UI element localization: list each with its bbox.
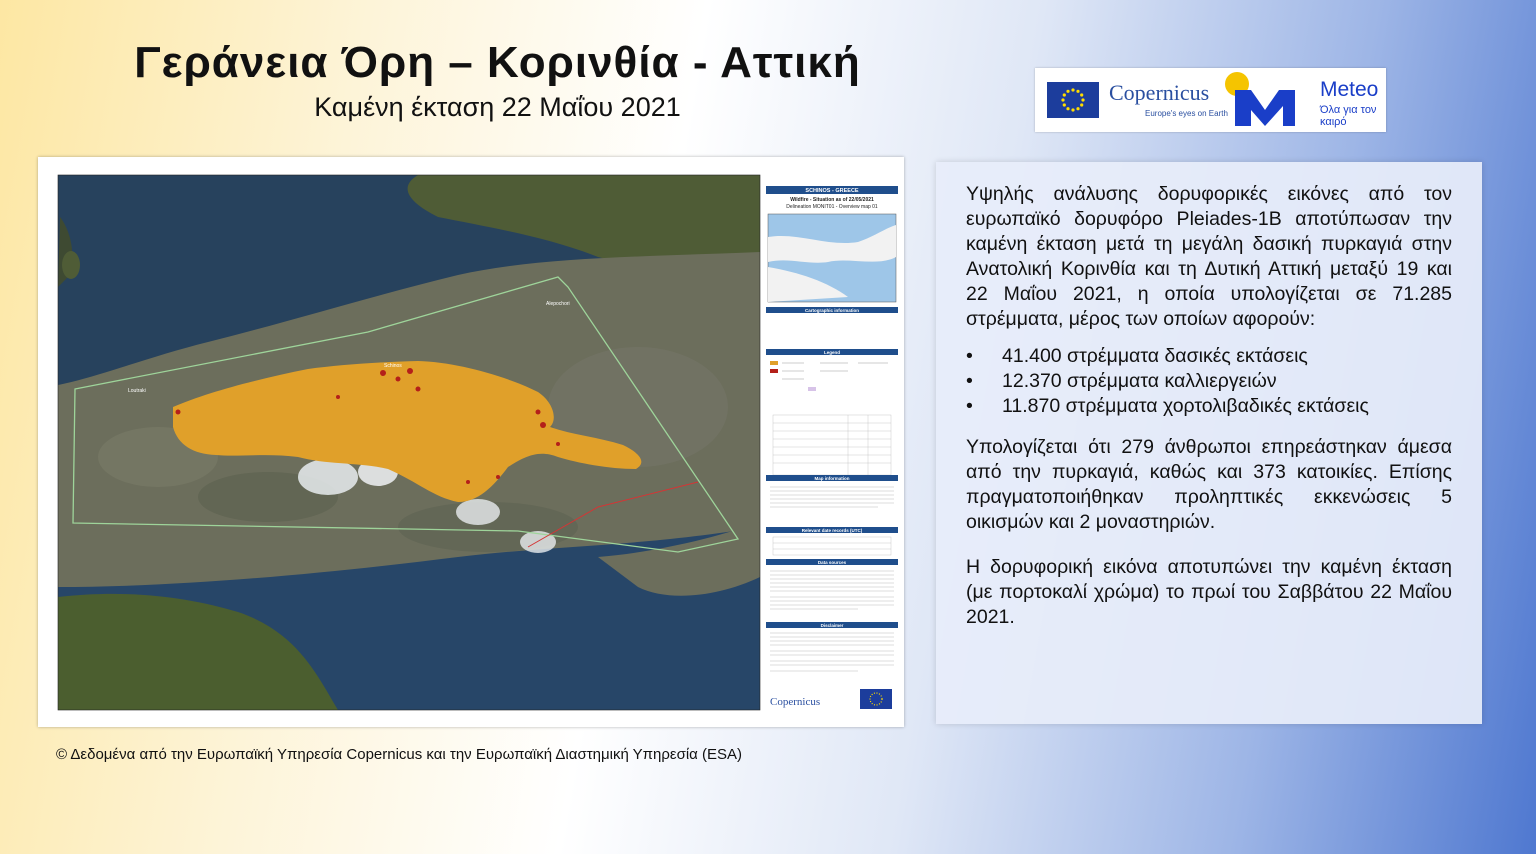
page-subtitle: Καμένη έκταση 22 Μαΐου 2021 — [314, 92, 681, 122]
satellite-map — [38, 157, 904, 727]
info-panel — [936, 162, 1482, 724]
panel-disclaimer: Disclaimer — [820, 623, 844, 628]
panel-legend: Legend — [823, 350, 841, 355]
copernicus-tagline: Europe's eyes on Earth — [1145, 109, 1228, 118]
meteo-name: Meteo — [1320, 78, 1379, 101]
partner-logos — [1035, 68, 1386, 132]
burned-area-breakdown — [966, 344, 1452, 419]
info-image-note: Η δορυφορική εικόνα αποτυπώνει την καμένη έκταση (με πορτοκαλί χρώμα) το πρωί του Σαββάτου 22 Μαΐου 2021. — [966, 556, 1452, 628]
map-canvas — [38, 157, 904, 727]
place-label-schinos: Schinos — [384, 363, 402, 369]
data-credit: © Δεδομένα από την Ευρωπαϊκή Υπηρεσία Copernicus και την Ευρωπαϊκή Διαστημική Υπηρεσία (ESA) — [56, 746, 743, 763]
place-label-alepochori: Alepochori — [546, 301, 570, 307]
copernicus-logo: Copernicus — [1109, 80, 1210, 105]
place-label-loutraki: Loutraki — [128, 388, 146, 394]
meteo-m-logo-icon — [1221, 70, 1317, 130]
info-intro: Υψηλής ανάλυσης δορυφορικές εικόνες από τον ευρωπαϊκό δορυφόρο Pleiades-1B αποτύπωσαν την καμένη έκταση μετά τη μεγάλη δασική πυρκαγιά στην Ανατολική Κορινθία και τη Δυτική Αττική μεταξύ 19 και 22 Μαΐου 2021, η οποία υπολογίζεται σε 71.285 στρέμματα, μέρος των οποίων αφορούν: — [966, 183, 1452, 330]
map-info-panel — [764, 175, 904, 710]
panel-relevant-dates: Relevant date records (UTC) — [801, 528, 863, 533]
list-item: • 41.400 στρέμματα δασικές εκτάσεις — [966, 344, 1452, 369]
eu-flag-icon — [1047, 82, 1099, 118]
list-item: • 11.870 στρέμματα χορτολιβαδικές εκτάσεις — [966, 394, 1452, 419]
meteo-tagline: Όλα για τον καιρό — [1320, 104, 1377, 128]
satellite-imagery — [58, 175, 760, 710]
panel-delineation: Delineation MONIT01 - Overview map 01 — [786, 204, 878, 210]
info-impact: Υπολογίζεται ότι 279 άνθρωποι επηρεάστηκαν άμεσα από την πυρκαγιά, καθώς και 373 κατοικίες. Επίσης πραγματοποιήθηκαν προληπτικές εκκενώσεις 5 οικισμών και 2 μοναστηριών. — [966, 436, 1452, 533]
panel-copernicus-logo: Copernicus — [770, 696, 821, 708]
panel-map-information: Map information — [814, 476, 850, 481]
page-title: Γεράνεια Όρη – Κορινθία - Αττική — [134, 38, 861, 87]
panel-data-sources: Data sources — [817, 560, 847, 565]
panel-header: SCHINOS - GREECE — [805, 188, 859, 194]
panel-situation: Wildfire - Situation as of 22/05/2021 — [790, 197, 874, 203]
list-item: • 12.370 στρέμματα καλλιεργειών — [966, 369, 1452, 394]
panel-cartographic: Cartographic information — [804, 308, 860, 313]
panel-eu-flag-icon — [860, 689, 892, 709]
